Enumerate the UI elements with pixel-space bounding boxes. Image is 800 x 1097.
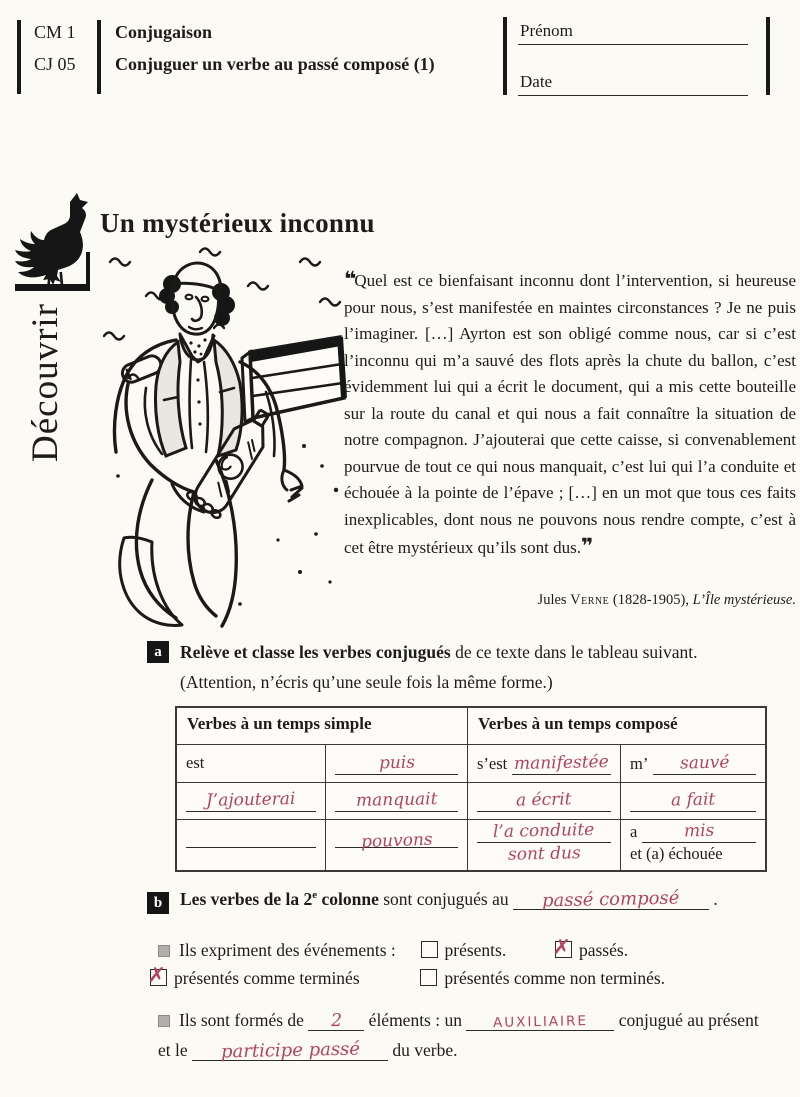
last-pre: et le: [158, 1040, 188, 1060]
exercise-b-badge: b: [147, 892, 169, 914]
exercise-b-events-line: [158, 934, 629, 961]
table-cell[interactable]: [467, 782, 620, 819]
date-field[interactable]: [518, 73, 748, 96]
quote-body: Quel est ce bienfaisant inconnu dont l’intervention, si heureuse pour nous, s’est manifestée en maintes circonstances ? Je ne puis l’imaginer. […] Ayrton est son obligé comme nous, car si c’est l’inconnu qui m’a sauvé des flots après la chute du ballon, c’est évidemment lui qui a écrit le document, qui a mis cette bouteille sur la route du canal et qui nous a fait connaître la situation de notre compagnon. J’ajouterai que cette caisse, si convenablement pourvue de tout ce qui nous manquait, c’est lui qui l’a conduite et échouée à la pointe de l’épave ; […] en un mot que tous ces faits inexplicables, dont nous ne pouvons nous rendre compte, c’est à cet être mystérieux qu’ils sont dus.: [344, 271, 796, 557]
auxiliary-answer-blank[interactable]: [466, 1010, 614, 1031]
exercise-b-line1: [180, 889, 718, 910]
table-cell[interactable]: [467, 819, 620, 870]
rooster-icon: [8, 190, 96, 288]
lesson-title: Un mystérieux inconnu: [100, 208, 375, 238]
sheet-title: Conjuguer un verbe au passé composé (1): [115, 54, 435, 74]
count-answer-blank[interactable]: [308, 1010, 364, 1031]
exercise-a-instruction-note: (Attention, n’écris qu’une seule fois la même forme.): [180, 672, 553, 692]
exercise-b-last-line: [158, 1040, 458, 1061]
handwritten-verb: manquait: [355, 789, 438, 811]
checkbox-mark: ✗: [552, 934, 572, 960]
handwritten-verb: mis: [683, 820, 715, 842]
table-cell[interactable]: [177, 782, 325, 819]
table-cell[interactable]: [467, 744, 620, 782]
checkbox-presents[interactable]: [421, 941, 438, 958]
table-cell[interactable]: [177, 819, 325, 870]
checkbox-label-non-termines: présentés comme non terminés.: [444, 968, 666, 988]
table-cell[interactable]: [325, 819, 467, 870]
handwritten-verb: sont dus: [507, 843, 581, 865]
checkbox-termines[interactable]: [147, 962, 167, 988]
ordinal-sup: e: [312, 889, 318, 902]
namebox-rule-right: [766, 17, 770, 95]
checkbox-mark: ✗: [147, 962, 167, 988]
handwritten-verb: sauvé: [679, 752, 730, 774]
close-quote-mark: ❞: [581, 534, 592, 558]
firstname-field[interactable]: [518, 22, 748, 45]
crate: [242, 337, 344, 422]
header-rule-left: [17, 20, 21, 94]
checkbox-label-termines: présentés comme terminés: [174, 968, 360, 988]
printed-verb: s’est: [477, 754, 508, 773]
table-cell[interactable]: [177, 744, 325, 782]
date-label: Date: [520, 72, 553, 91]
open-quote-mark: ❝: [344, 267, 355, 291]
printed-verb: est: [186, 753, 205, 772]
source-text: [344, 266, 796, 562]
printed-verb: a: [630, 822, 638, 841]
checkbox-passes[interactable]: [552, 934, 572, 960]
firstname-label: Prénom: [520, 21, 573, 40]
table-cell[interactable]: [620, 782, 765, 819]
table-cell[interactable]: [620, 819, 765, 870]
exercise-b-presentation-line: [147, 962, 666, 989]
exercise-a-instruction-bold: Relève et classe les verbes conjugués: [180, 642, 451, 662]
sidebar-rule: [15, 284, 87, 291]
exercise-b-formed-line: [158, 1010, 759, 1031]
exercise-b-rest: sont conjugués au: [378, 889, 509, 909]
handwritten-verb: l’a conduite: [493, 819, 595, 843]
table-header-simple: Verbes à un temps simple: [187, 714, 372, 733]
handwritten-verb: pouvons: [360, 829, 433, 853]
attribution-dates: (1828-1905),: [609, 592, 693, 608]
handwritten-answer: passé composé: [542, 887, 680, 912]
tense-answer-blank[interactable]: [513, 889, 709, 910]
bullet-square-icon: [158, 945, 170, 957]
exercise-b-bold2: colonne: [317, 889, 379, 909]
attribution-work-title: L’Île mystérieuse.: [692, 592, 796, 608]
verbs-table: [175, 706, 767, 872]
participle-answer-blank[interactable]: [192, 1040, 388, 1061]
handwritten-verb: manifestée: [514, 752, 610, 774]
handwritten-verb: a écrit: [516, 789, 572, 811]
exercise-a-instruction: [180, 637, 785, 697]
exercise-a-badge: a: [147, 641, 169, 663]
table-cell[interactable]: [325, 744, 467, 782]
checkbox-non-termines[interactable]: [420, 969, 437, 986]
level-label: CM 1: [34, 22, 76, 42]
last-post: du verbe.: [392, 1040, 458, 1060]
printed-verb: et (a) échouée: [630, 844, 723, 863]
exercise-b-bold: Les verbes de la 2: [180, 889, 313, 909]
handwritten-verb: J’ajouterai: [206, 789, 296, 811]
bullet-square-icon: [158, 1015, 170, 1027]
subject-label: Conjugaison: [115, 22, 213, 42]
attribution-author-name: Verne: [570, 592, 610, 608]
table-header-compose: Verbes à un temps composé: [467, 708, 765, 744]
header-rule-mid: [97, 20, 101, 94]
exercise-a-instruction-rest: de ce texte dans le tableau suivant.: [450, 642, 698, 662]
castaway-illustration: [88, 240, 350, 632]
table-cell[interactable]: [620, 744, 765, 782]
sheet-code: CJ 05: [34, 54, 76, 74]
formed-mid: éléments : un: [368, 1010, 462, 1030]
formed-post: conjugué au présent: [618, 1010, 759, 1030]
handwritten-answer: participe passé: [220, 1038, 360, 1063]
man-figure: [114, 263, 302, 626]
line-end-period: .: [713, 889, 718, 909]
attribution-author-first: Jules: [537, 592, 571, 608]
handwritten-answer: AUXILIAIRE: [492, 1013, 589, 1031]
handwritten-answer: 2: [330, 1010, 343, 1032]
handwritten-verb: a fait: [670, 789, 716, 811]
namebox-rule-left: [503, 17, 507, 95]
attribution: [344, 592, 796, 609]
checkbox-label-passes: passés.: [578, 940, 629, 960]
events-label: Ils expriment des événements :: [179, 940, 396, 960]
printed-verb: m’: [630, 754, 649, 773]
checkbox-label-presents: présents.: [444, 940, 507, 960]
handwritten-verb: puis: [378, 752, 415, 774]
section-label-decouvrir: Découvrir: [25, 303, 66, 462]
formed-pre: Ils sont formés de: [179, 1010, 304, 1030]
table-cell[interactable]: [325, 782, 467, 819]
